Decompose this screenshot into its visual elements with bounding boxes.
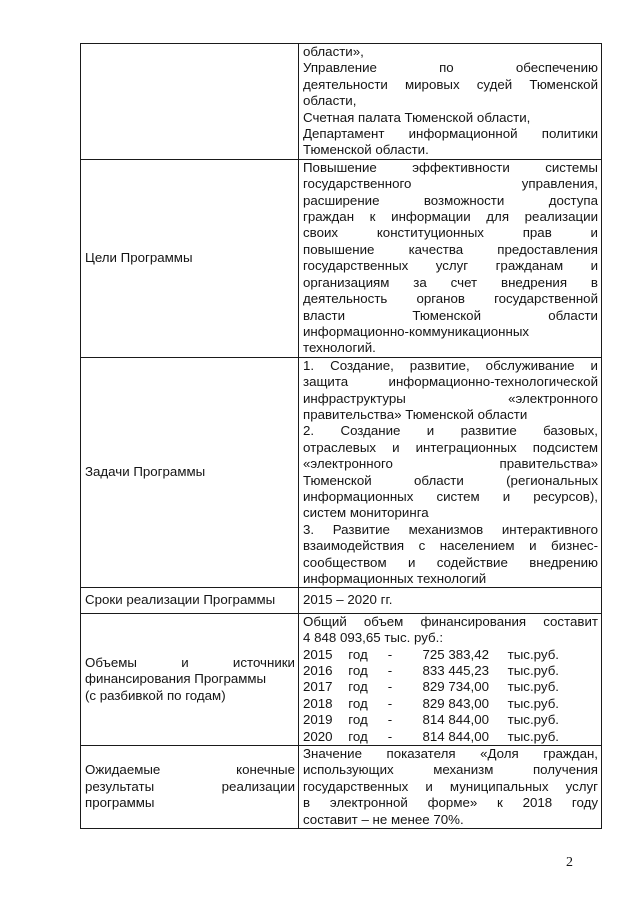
financing-intro (303, 614, 598, 647)
financing-unit: тыс.руб. (507, 695, 559, 711)
text-line: государственного управления, (303, 176, 598, 192)
text-line: области, (303, 93, 357, 109)
text-line: результаты реализации (85, 778, 295, 794)
text-line: Повышение эффективности системы (303, 159, 598, 175)
text-line: 1. Создание, развитие, обслуживание и (303, 357, 598, 373)
text-line: Ожидаемые конечные (85, 762, 295, 778)
page-number: 2 (566, 855, 573, 870)
financing-label (81, 613, 299, 745)
text-line: взаимодействия с населением и бизнес- (303, 538, 598, 554)
text-line: Управление по обеспечению (303, 60, 598, 76)
financing-word: год (348, 646, 368, 662)
text-line: Значение показателя «Доля граждан, (303, 746, 598, 762)
row-content (299, 159, 602, 357)
results-row (81, 746, 602, 829)
text-line: своих конституционных прав и (303, 225, 598, 241)
program-passport-table (80, 43, 602, 829)
text-line: в электронной форме» к 2018 году (303, 795, 598, 811)
text-line: 4 848 093,65 тыс. руб.: (303, 630, 444, 646)
financing-year: 2017 (303, 679, 333, 695)
financing-dash: - (387, 728, 393, 744)
text-line: организациям за счет внедрения в (303, 274, 598, 290)
results-content (299, 746, 602, 829)
text-line: правительства» Тюменской области (303, 406, 528, 422)
financing-dash: - (387, 695, 393, 711)
text-line: Объемы и источники (85, 654, 295, 670)
text-line: отраслевых и интеграционных подсистем (303, 439, 598, 455)
financing-dash: - (387, 663, 393, 679)
text-line: граждан к информации для реализации (303, 209, 598, 225)
row-label: Задачи Программы (81, 357, 299, 588)
text-line: «электронного правительства» (303, 456, 598, 472)
financing-word: год (348, 695, 368, 711)
text-line: 2. Создание и развитие базовых, (303, 423, 598, 439)
text-line: области», (303, 44, 364, 59)
financing-year-row (303, 663, 598, 679)
text-line: программы (85, 795, 155, 811)
text-line: сообществом и содействие внедрению (303, 554, 598, 570)
row-label (81, 44, 299, 160)
financing-years (303, 647, 598, 745)
financing-amount: 833 445,23 (422, 663, 489, 679)
financing-dash: - (387, 712, 393, 728)
financing-year: 2018 (303, 695, 333, 711)
financing-unit: тыс.руб. (507, 663, 559, 679)
row-content (299, 588, 602, 613)
text-line: 3. Развитие механизмов интерактивного (303, 521, 598, 537)
text-line: инфраструктуры «электронного (303, 390, 598, 406)
financing-content (299, 613, 602, 745)
financing-year: 2020 (303, 728, 333, 744)
text-line: систем мониторинга (303, 505, 429, 521)
financing-word: год (348, 712, 368, 728)
text-line: использующих механизм получения (303, 762, 598, 778)
text-line: Счетная палата Тюменской области, (303, 109, 531, 125)
text-line: повышение качества предоставления (303, 241, 598, 257)
text-line: защита информационно-технологической (303, 374, 598, 390)
text-line: информационных систем и ресурсов), (303, 488, 598, 504)
text-line: финансирования Программы (85, 671, 267, 687)
financing-dash: - (387, 679, 393, 695)
financing-unit: тыс.руб. (507, 712, 559, 728)
text-line: информационно-коммуникационных (303, 323, 530, 339)
financing-word: год (348, 663, 368, 679)
financing-year-row (303, 647, 598, 663)
row-content (299, 44, 602, 160)
row-label: Сроки реализации Программы (81, 588, 299, 613)
financing-dash: - (387, 646, 393, 662)
text-line: деятельность органов государственной (303, 291, 598, 307)
text-line: расширение возможности доступа (303, 192, 598, 208)
text-line: (с разбивкой по годам) (85, 687, 226, 703)
table-row (81, 159, 602, 357)
text-line: 2015 – 2020 гг. (303, 592, 393, 608)
text-line: информационных технологий (303, 571, 487, 586)
financing-amount: 725 383,42 (422, 646, 489, 662)
financing-year: 2015 (303, 646, 333, 662)
text-line: составит – не менее 70%. (303, 811, 464, 827)
financing-amount: 829 734,00 (422, 679, 489, 695)
financing-year: 2016 (303, 663, 333, 679)
financing-year: 2019 (303, 712, 333, 728)
financing-unit: тыс.руб. (507, 646, 559, 662)
financing-word: год (348, 728, 368, 744)
financing-amount: 814 844,00 (422, 728, 489, 744)
results-label (81, 746, 299, 829)
financing-year-row (303, 729, 598, 745)
financing-year-row (303, 712, 598, 728)
financing-row (81, 613, 602, 745)
text-line: деятельности мировых судей Тюменской (303, 76, 598, 92)
table-row (81, 44, 602, 160)
text-line: государственных услуг гражданам и (303, 258, 598, 274)
financing-year-row (303, 696, 598, 712)
financing-unit: тыс.руб. (507, 679, 559, 695)
financing-word: год (348, 679, 368, 695)
text-line: технологий. (303, 340, 376, 356)
financing-year-row (303, 679, 598, 695)
financing-amount: 814 844,00 (422, 712, 489, 728)
text-line: Тюменской области. (303, 142, 429, 158)
table-row (81, 588, 602, 613)
text-line: Департамент информационной политики (303, 126, 598, 142)
row-content (299, 357, 602, 588)
text-line: Общий объем финансирования составит (303, 613, 598, 629)
financing-unit: тыс.руб. (507, 728, 559, 744)
text-line: власти Тюменской области (303, 307, 598, 323)
text-line: Тюменской области (региональных (303, 472, 598, 488)
text-line: государственных и муниципальных услуг (303, 778, 598, 794)
row-label: Цели Программы (81, 159, 299, 357)
financing-amount: 829 843,00 (422, 695, 489, 711)
table-row (81, 357, 602, 588)
